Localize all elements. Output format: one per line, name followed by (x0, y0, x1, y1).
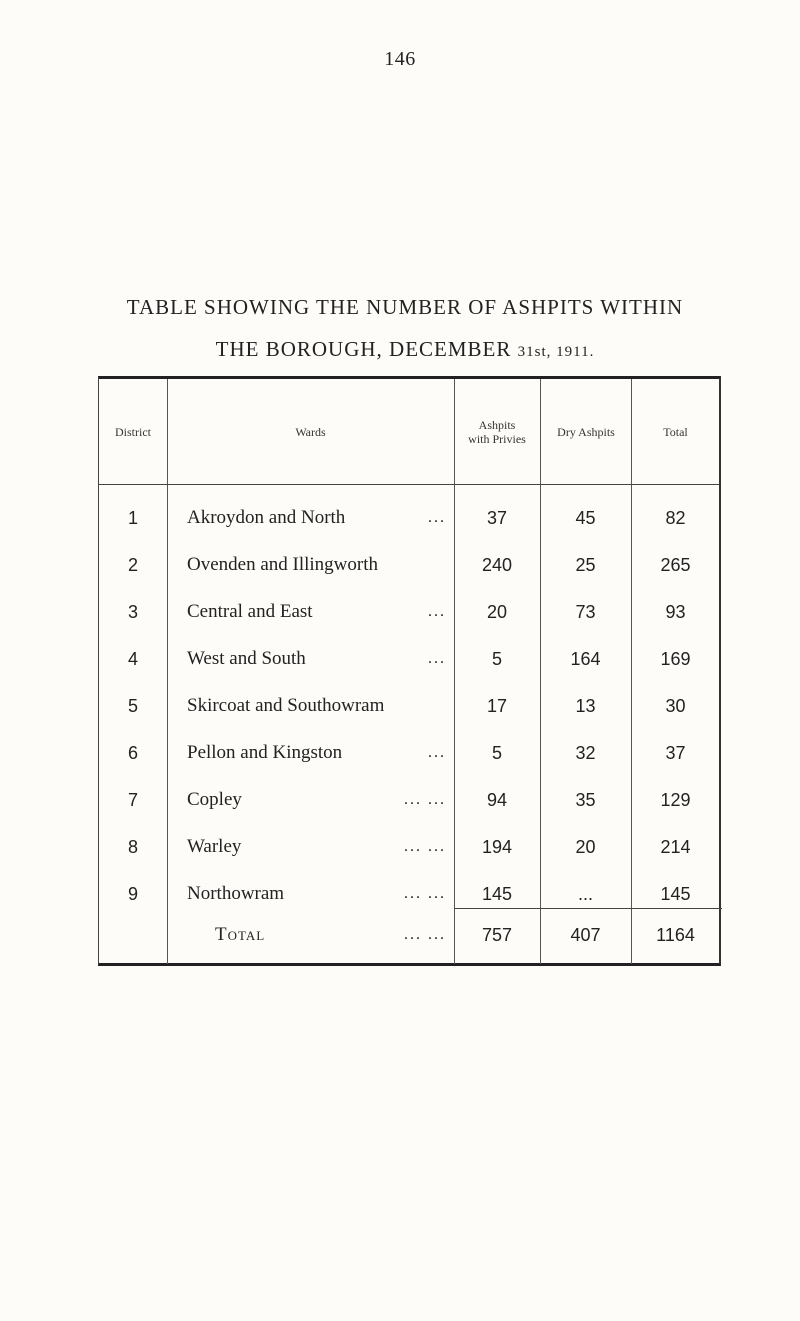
title-line-1: TABLE SHOWING THE NUMBER OF ASHPITS WITHIN (126, 295, 684, 319)
ward-name: West and South (187, 648, 306, 669)
ward-dots: ... (428, 509, 446, 526)
district-cell: 1 (127, 507, 138, 528)
total-cell: 37 (665, 742, 686, 763)
dry-ashpits-cell: 20 (575, 836, 596, 857)
district-cell: 6 (127, 742, 138, 763)
ward-name: Pellon and Kingston (187, 742, 343, 763)
dry-ashpits-cell: 164 (570, 648, 601, 669)
district-cell: 7 (127, 789, 138, 810)
ward-dots: ... (428, 650, 446, 667)
ward-dots: ... ... (404, 885, 446, 902)
table-row (99, 682, 719, 730)
dry-ashpits-cell: 32 (575, 742, 596, 763)
ward-dots: ... ... (404, 838, 446, 855)
total-cell: 265 (660, 554, 691, 575)
dry-ashpits-cell: 25 (575, 554, 596, 575)
ashpits-with-privies-cell: 37 (486, 507, 508, 528)
ward-name: Warley (187, 836, 242, 857)
ward-name: Skircoat and Southowram (187, 695, 385, 716)
ward-cell (167, 588, 454, 636)
ward-cell (167, 635, 454, 683)
total-total: 1164 (656, 924, 695, 945)
page-number: 146 (384, 48, 416, 70)
table-header (99, 379, 719, 485)
dry-ashpits-cell: 13 (575, 695, 596, 716)
ward-dots: ... (428, 603, 446, 620)
total-label-cell (167, 911, 454, 959)
table-row (99, 823, 719, 871)
table-row (99, 635, 719, 683)
district-cell: 4 (127, 648, 138, 669)
dry-ashpits-cell: 45 (575, 507, 596, 528)
ward-dots: ... ... (404, 791, 446, 808)
header-total: Total (663, 424, 688, 439)
district-cell: 9 (127, 883, 138, 904)
district-cell: 5 (127, 695, 138, 716)
table-row (99, 776, 719, 824)
ward-dots: ... (428, 744, 446, 761)
total-cell: 214 (660, 836, 691, 857)
total-cell: 82 (665, 507, 686, 528)
ashpits-with-privies-cell: 145 (481, 883, 513, 904)
total-cell: 145 (660, 883, 691, 904)
total-ashpits-with-privies: 757 (481, 924, 513, 945)
header-district: District (115, 424, 151, 439)
table-row (99, 541, 719, 589)
ashpits-with-privies-cell: 20 (486, 601, 508, 622)
ward-name: Copley (187, 789, 242, 810)
ashpits-with-privies-cell: 194 (481, 836, 513, 857)
ward-cell (167, 494, 454, 542)
ward-cell (167, 776, 454, 824)
header-dry-ashpits: Dry Ashpits (557, 424, 615, 439)
ashpits-with-privies-cell: 5 (491, 648, 502, 669)
total-row (99, 911, 719, 959)
table-row (99, 494, 719, 542)
district-cell: 8 (127, 836, 138, 857)
total-cell: 30 (665, 695, 686, 716)
total-cell: 93 (665, 601, 686, 622)
table-row (99, 729, 719, 777)
header-ashpits-with-privies: Ashpits with Privies (468, 417, 526, 446)
ashpits-with-privies-cell: 17 (486, 695, 508, 716)
dry-ashpits-cell: ... (577, 883, 593, 904)
total-label: Total (215, 924, 266, 945)
ashpits-with-privies-cell: 5 (491, 742, 502, 763)
title-line-2 (60, 328, 750, 373)
ward-cell (167, 682, 454, 730)
total-dots: ... ... (404, 926, 446, 943)
ward-name: Central and East (187, 601, 313, 622)
ward-name: Ovenden and Illingworth (187, 554, 379, 575)
dry-ashpits-cell: 73 (575, 601, 596, 622)
total-dry-ashpits: 407 (570, 924, 601, 945)
ward-cell (167, 541, 454, 589)
ward-cell (167, 823, 454, 871)
title-line-2-main: THE BOROUGH, DECEMBER (215, 337, 518, 361)
table-title (60, 286, 750, 373)
total-rule (454, 908, 722, 909)
ashpits-with-privies-cell: 240 (481, 554, 513, 575)
header-wards: Wards (295, 424, 326, 439)
total-cell: 129 (660, 789, 691, 810)
table-row (99, 588, 719, 636)
ward-name: Akroydon and North (187, 507, 346, 528)
district-cell: 3 (127, 601, 138, 622)
ashpits-table (98, 376, 721, 966)
ashpits-with-privies-cell: 94 (486, 789, 508, 810)
title-date: 31st, 1911. (517, 344, 595, 360)
dry-ashpits-cell: 35 (575, 789, 596, 810)
district-cell: 2 (127, 554, 138, 575)
ward-cell (167, 729, 454, 777)
total-cell: 169 (660, 648, 691, 669)
ward-name: Northowram (187, 883, 285, 904)
